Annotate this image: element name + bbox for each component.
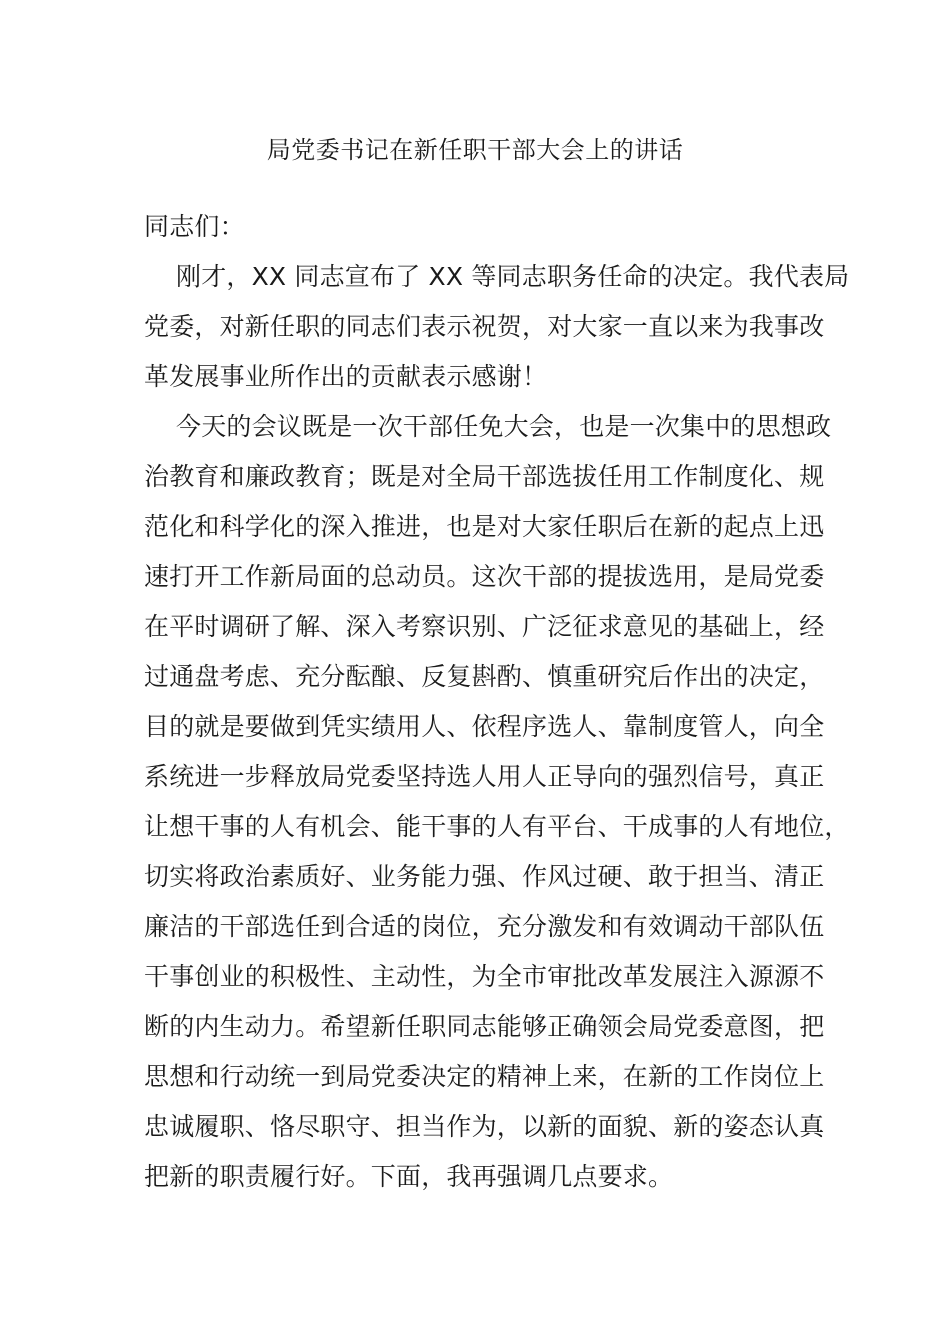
paragraph-1-line-2: 党委，对新任职的同志们表示祝贺，对大家一直以来为我事改 (144, 312, 825, 341)
paragraph-2-line-9: 让想干事的人有机会、能干事的人有平台、干成事的人有地位， (144, 812, 850, 841)
paragraph-2-line-12: 干事创业的积极性、主动性，为全市审批改革发展注入源源不 (144, 962, 825, 991)
paragraph-2-line-14: 思想和行动统一到局党委决定的精神上来，在新的工作岗位上 (144, 1062, 825, 1091)
paragraph-2-line-4: 速打开工作新局面的总动员。这次干部的提拔选用，是局党委 (144, 562, 825, 591)
paragraph-2-line-7: 目的就是要做到凭实绩用人、依程序选人、靠制度管人，向全 (144, 712, 825, 741)
paragraph-2-line-10: 切实将政治素质好、业务能力强、作风过硬、敢于担当、清正 (144, 862, 825, 891)
paragraph-2-line-15: 忠诚履职、恪尽职守、担当作为，以新的面貌、新的姿态认真 (144, 1112, 825, 1141)
paragraph-1-line-1: 刚才，XX 同志宣布了 XX 等同志职务任命的决定。我代表局 (176, 262, 850, 291)
paragraph-2-line-16: 把新的职责履行好。下面，我再强调几点要求。 (144, 1162, 674, 1191)
paragraph-2-line-11: 廉洁的干部选任到合适的岗位，充分激发和有效调动干部队伍 (144, 912, 825, 941)
paragraph-1-line-3: 革发展事业所作出的贡献表示感谢！ (144, 362, 548, 391)
paragraph-2-line-2: 治教育和廉政教育；既是对全局干部选拔任用工作制度化、规 (144, 462, 825, 491)
document-title: 局党委书记在新任职干部大会上的讲话 (266, 136, 684, 164)
salutation: 同志们： (144, 212, 245, 241)
paragraph-2-line-5: 在平时调研了解、深入考察识别、广泛征求意见的基础上，经 (144, 612, 825, 641)
paragraph-2-line-8: 系统进一步释放局党委坚持选人用人正导向的强烈信号，真正 (144, 762, 825, 791)
paragraph-2-line-3: 范化和科学化的深入推进，也是对大家任职后在新的起点上迅 (144, 512, 825, 541)
document-body (144, 202, 850, 1202)
paragraph-2-line-1: 今天的会议既是一次干部任免大会，也是一次集中的思想政 (176, 412, 832, 441)
paragraph-2-line-13: 断的内生动力。希望新任职同志能够正确领会局党委意图，把 (144, 1012, 825, 1041)
paragraph-2-line-6: 过通盘考虑、充分酝酿、反复斟酌、慎重研究后作出的决定， (144, 662, 825, 691)
